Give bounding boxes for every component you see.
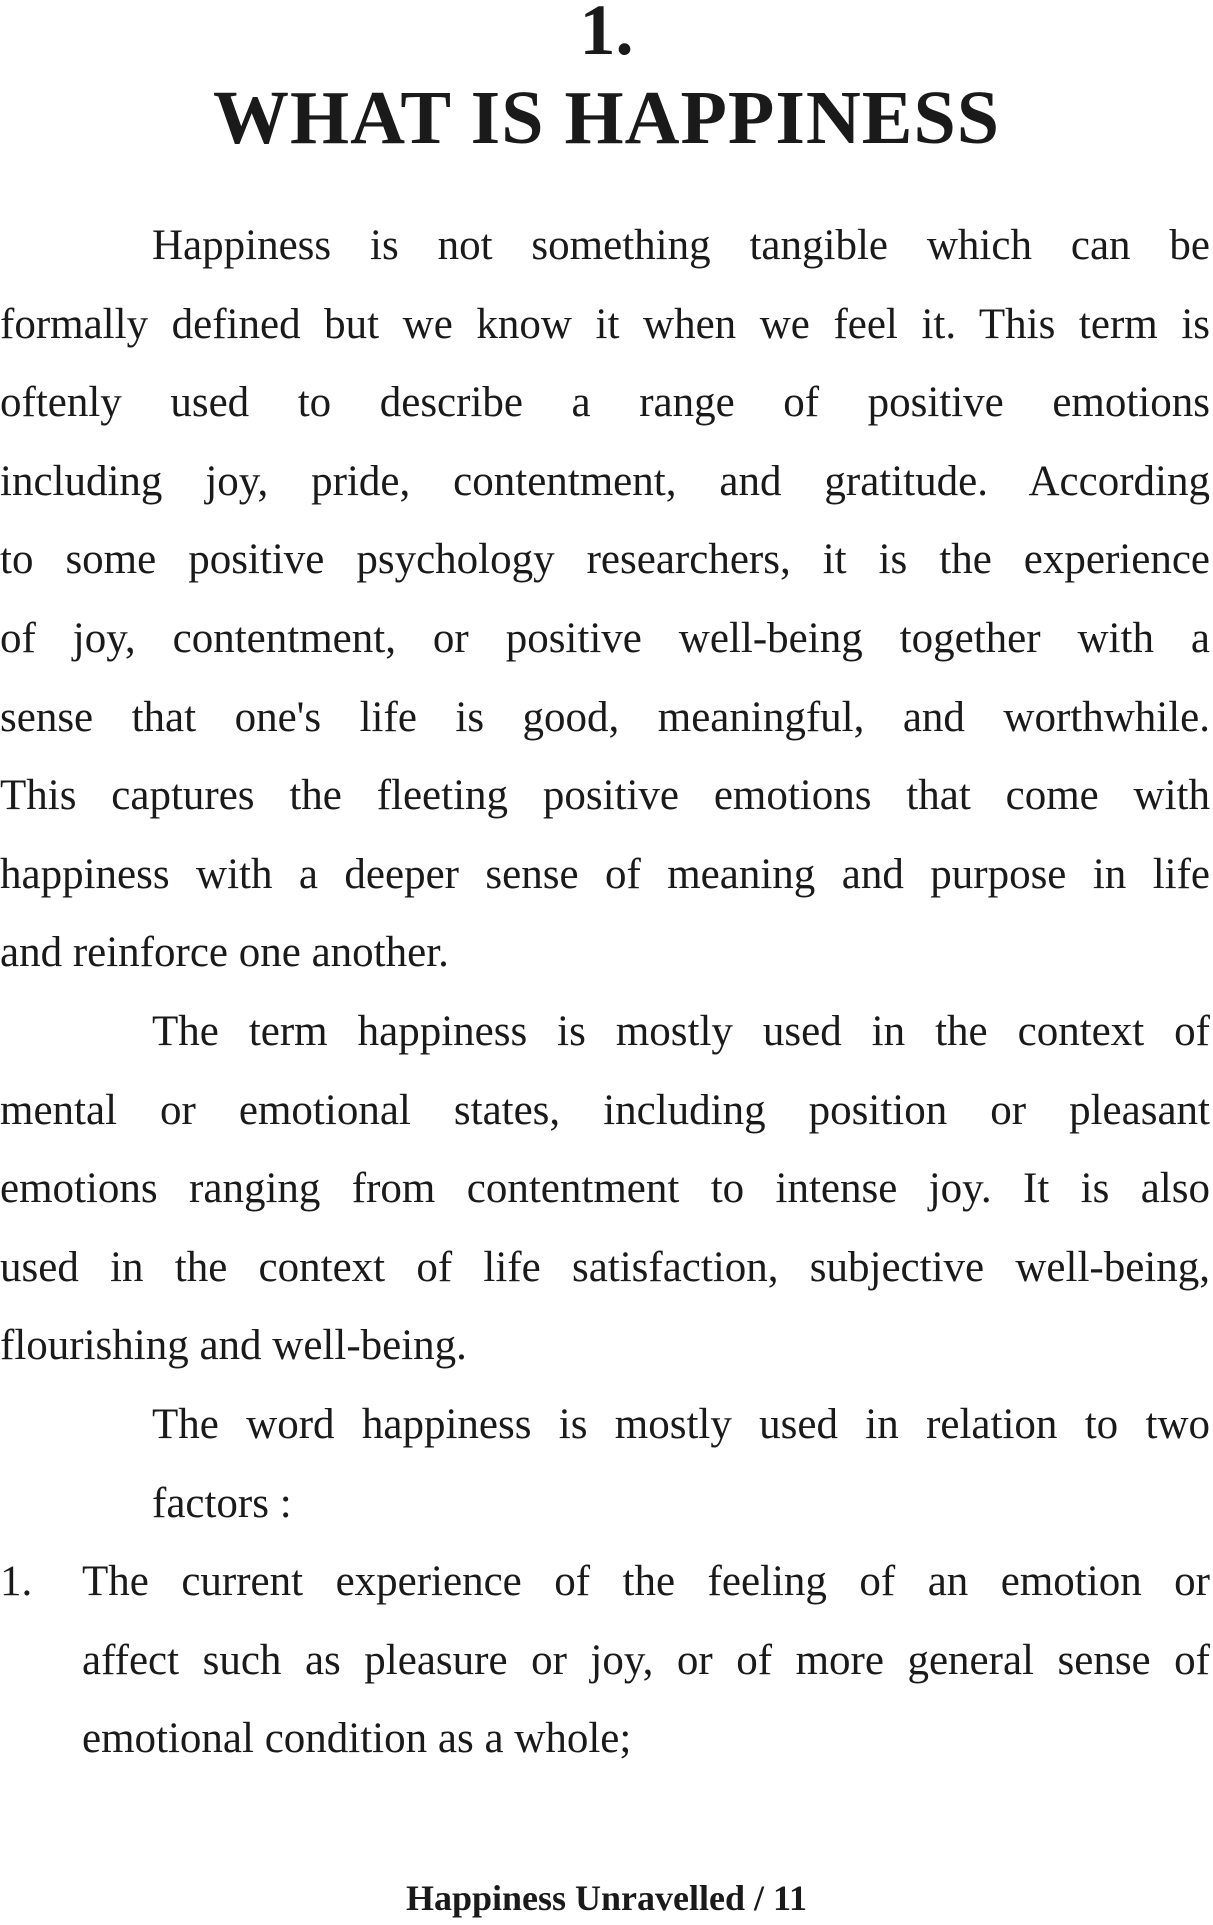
text-line: flourishing and well-being.	[0, 1322, 467, 1370]
text-line: to some positive psychology researchers, it is the experience	[0, 536, 1210, 584]
text-line: oftenly used to describe a range of positive emotions	[0, 379, 1210, 427]
list-text: The current experience of the feeling of an emotion or	[82, 1558, 1210, 1606]
paragraph	[0, 993, 1210, 1386]
text-line: The term happiness is mostly used in the context of	[152, 1007, 1210, 1055]
text-line	[0, 1543, 1210, 1622]
text-line: sense that one's life is good, meaningful, and worthwhile.	[0, 693, 1210, 741]
text-line: used in the context of life satisfaction, subjective well-being,	[0, 1243, 1210, 1291]
text-line: factors :	[152, 1479, 292, 1527]
paragraph	[0, 1386, 1210, 1543]
page-footer: Happiness Unravelled / 11	[405, 1878, 808, 1918]
list-item	[0, 1543, 1210, 1779]
text-line: of joy, contentment, or positive well-being together with a	[0, 614, 1210, 662]
text-line: emotional condition as a whole;	[82, 1715, 632, 1763]
list-number: 1.	[0, 1558, 33, 1606]
text-line: The word happiness is mostly used in relation to two	[152, 1400, 1210, 1448]
chapter-number: 1.	[579, 0, 634, 70]
text-line: Happiness is not something tangible which can be	[152, 222, 1210, 269]
text-line: happiness with a deeper sense of meaning and purpose in life	[0, 850, 1210, 898]
paragraph	[0, 207, 1210, 993]
body-text	[0, 207, 1210, 1779]
chapter-title: WHAT IS HAPPINESS	[212, 76, 1001, 160]
text-line: emotions ranging from contentment to intense joy. It is also	[0, 1165, 1210, 1213]
text-line: mental or emotional states, including position or pleasant	[0, 1086, 1210, 1134]
text-line: formally defined but we know it when we feel it. This term is	[0, 300, 1210, 348]
text-line: affect such as pleasure or joy, or of more general sense of	[82, 1636, 1210, 1684]
text-line: and reinforce one another.	[0, 929, 449, 977]
text-line: This captures the fleeting positive emotions that come with	[0, 772, 1210, 820]
text-line: including joy, pride, contentment, and gratitude. According	[0, 457, 1210, 505]
